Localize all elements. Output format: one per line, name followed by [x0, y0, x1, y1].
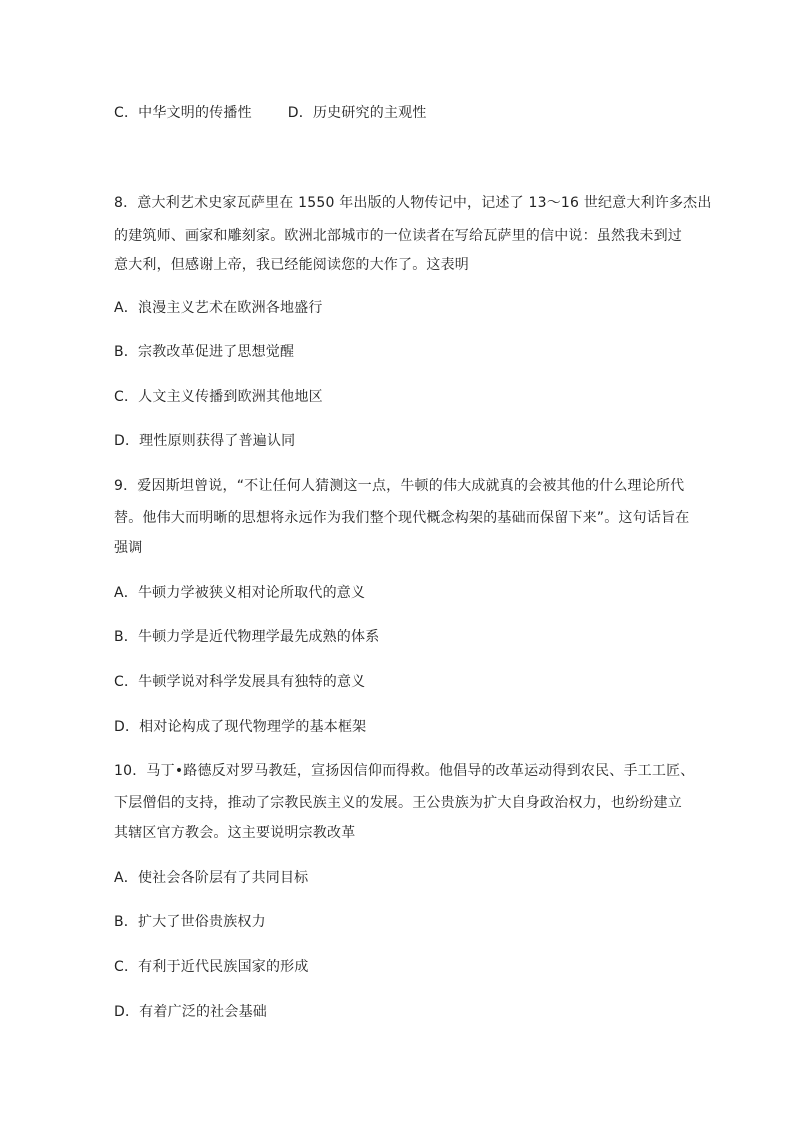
option-d: D．有着广泛的社会基础 [114, 1004, 267, 1020]
option-a: A．牛顿力学被狭义相对论所取代的意义 [114, 585, 366, 601]
option-c: C．中华文明的传播性 [114, 105, 252, 121]
option-a: A．使社会各阶层有了共同目标 [114, 870, 309, 886]
question-stem-line: 强调 [114, 540, 143, 556]
option-d: D．理性原则获得了普遍认同 [114, 433, 296, 449]
option-c: C．有利于近代民族国家的形成 [114, 959, 309, 975]
question-stem-line: 意大利，但感谢上帝，我已经能阅读您的大作了。这表明 [114, 257, 469, 273]
option-c: C．牛顿学说对科学发展具有独特的意义 [114, 674, 366, 690]
option-b: B．扩大了世俗贵族权力 [114, 914, 266, 930]
question-stem-line: 替。他伟大而明晰的思想将永远作为我们整个现代概念构架的基础而保留下来”。这句话旨在 [114, 510, 690, 526]
question-stem-line: 下层僧侣的支持，推动了宗教民族主义的发展。王公贵族为扩大自身政治权力，也纷纷建立 [114, 795, 682, 811]
option-d: D．相对论构成了现代物理学的基本框架 [114, 719, 367, 735]
option-b: B．宗教改革促进了思想觉醒 [114, 344, 295, 360]
question-stem-line: 10．马丁•路德反对罗马教廷，宣扬因信仰而得救。他倡导的改革运动得到农民、手工工匠、 [114, 763, 695, 779]
option-a: A．浪漫主义艺术在欧洲各地盛行 [114, 300, 323, 316]
question-stem-line: 8．意大利艺术史家瓦萨里在 1550 年出版的人物传记中，记述了 13～16 世纪意大利许多杰出 [114, 195, 712, 211]
question-stem-line: 9．爱因斯坦曾说，“不让任何人猜测这一点，牛顿的伟大成就真的会被其他的什么理论所代 [114, 478, 685, 494]
question-stem-line: 其辖区官方教会。这主要说明宗教改革 [114, 825, 356, 841]
question-stem-line: 的建筑师、画家和雕刻家。欧洲北部城市的一位读者在写给瓦萨里的信中说：虽然我未到过 [114, 228, 682, 244]
option-d: D．历史研究的主观性 [287, 105, 427, 121]
option-b: B．牛顿力学是近代物理学最先成熟的体系 [114, 629, 380, 645]
option-c: C．人文主义传播到欧洲其他地区 [114, 389, 323, 405]
carry-over-options [114, 104, 427, 122]
